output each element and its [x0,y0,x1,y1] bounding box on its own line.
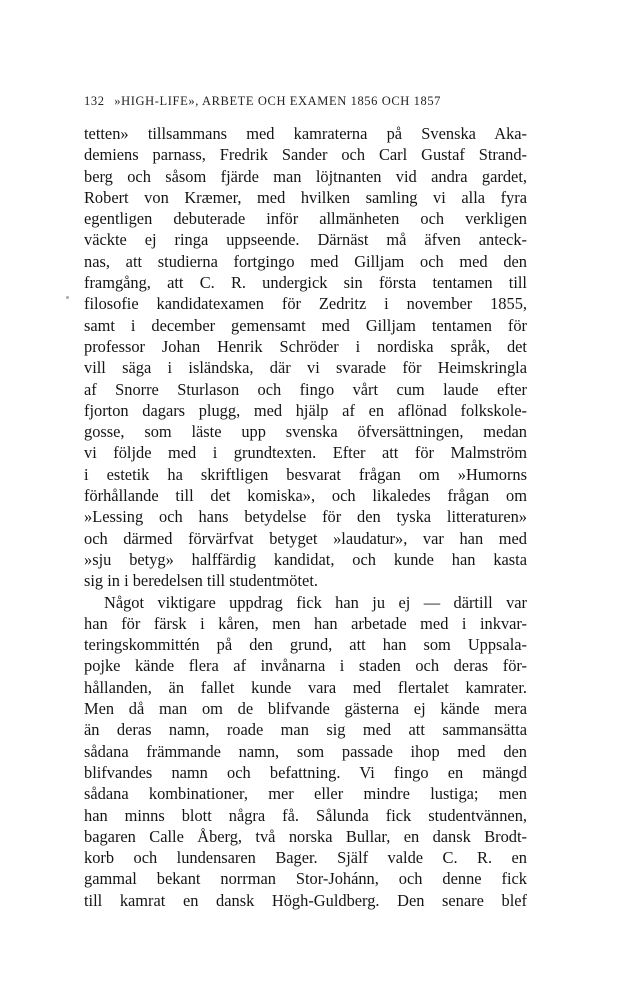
text-line: sig in i beredelsen till studentmötet. [84,571,318,591]
text-line: i estetik ha skriftligen besvarat frågan om »Humorns [84,464,527,484]
text-line: tetten» tillsammans med kamraterna på Svenska Aka- [84,124,527,143]
text-line: sådana främmande namn, som passade ihop med den [84,741,527,761]
text-line: han för färsk i kåren, men han arbetade med i inkvar- [84,613,527,633]
running-header [84,94,544,109]
text-line: »Lessing och hans betydelse för den tyska litteraturen» [84,507,527,527]
text-line: vill säga i isländska, där vi svarade för Heimskringla [84,358,527,378]
text-line: berg och såsom fjärde man löjtnanten vid andra gardet, [84,166,527,186]
text-line: än deras namn, roade man sig med att sammansätta [84,720,527,740]
text-line: Robert von Kræmer, med hvilken samling vi alla fyra [84,187,527,207]
margin-mark [66,296,69,299]
text-line: samt i december gemensamt med Gilljam tentamen för [84,315,527,335]
text-line: och därmed förvärfvat betyget »laudatur», var han med [84,528,527,548]
text-line: korb och lundensaren Bager. Själf valde C. R. en [84,848,527,868]
text-line: egentligen debuterade inför allmänheten och verkligen [84,209,527,229]
text-line: fjorton dagars plugg, med hjälp af en aflönad folkskole- [84,400,527,420]
text-line: demiens parnass, Fredrik Sander och Carl Gustaf Strand- [84,145,527,165]
text-line: blifvandes namn och befattning. Vi fingo en mängd [84,762,527,782]
text-line: pojke kände flera af invånarna i staden och deras för- [84,656,527,676]
text-line: vi följde med i grundtexten. Efter att för Malmström [84,443,527,463]
text-line: Men då man om de blifvande gästerna ej kände mera [84,699,527,719]
text-line: »sju betyg» halffärdig kandidat, och kunde han kasta [84,549,527,569]
text-line: Något viktigare uppdrag fick han ju ej — därtill var [104,592,527,612]
text-line: till kamrat en dansk Högh-Guldberg. Den senare blef [84,890,527,910]
text-line: gosse, som läste upp svenska öfversättningen, medan [84,422,527,442]
text-line: förhållande till det komiska», och likaledes frågan om [84,486,527,506]
text-line: teringskommittén på den grund, att han som Uppsala- [84,635,527,655]
text-line: gammal bekant norrman Stor-Johánn, och denne fick [84,869,527,889]
text-line: framgång, att C. R. undergick sin första tentamen till [84,273,527,293]
text-line: väckte ej ringa uppseende. Därnäst må äfven anteck- [84,230,527,250]
header-title: »HIGH-LIFE», ARBETE OCH EXAMEN 1856 OCH 1857 [114,94,442,108]
text-line: bagaren Calle Åberg, två norska Bullar, en dansk Brodt- [84,826,527,846]
body-text [84,123,527,911]
text-line: han minns blott några få. Sålunda fick studentvännen, [84,805,527,825]
text-line: hållanden, än fallet kunde vara med flertalet kamrater. [84,677,527,697]
page-number: 132 [84,94,105,108]
text-line: af Snorre Sturlason och fingo vårt cum laude efter [84,379,527,399]
text-line: sådana kombinationer, mer eller mindre lustiga; men [84,784,527,804]
text-line: filosofie kandidatexamen för Zedritz i november 1855, [84,294,527,314]
text-line: professor Johan Henrik Schröder i nordiska språk, det [84,336,527,356]
text-line: nas, att studierna fortgingo med Gilljam och med den [84,251,527,271]
